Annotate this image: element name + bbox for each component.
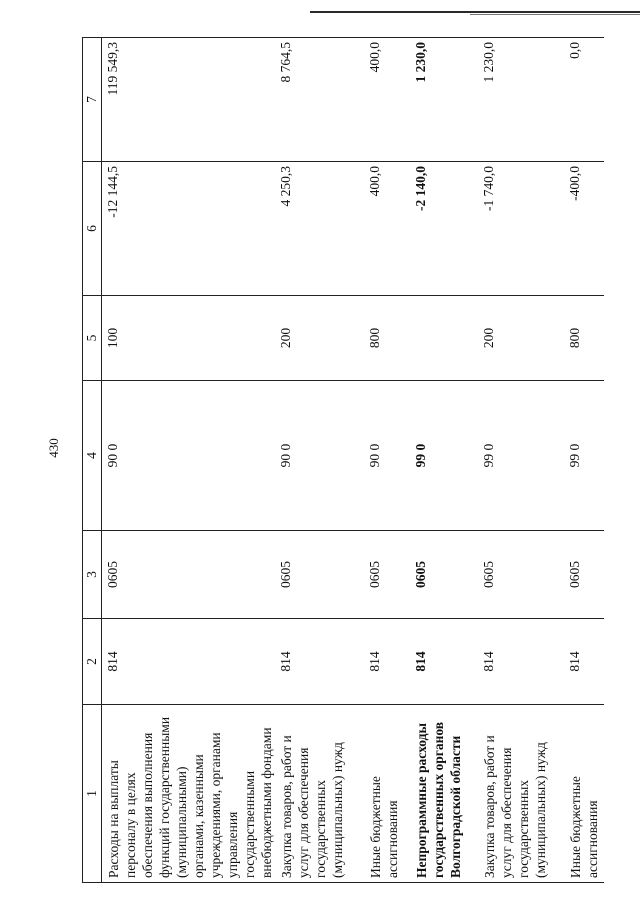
row-name: Закупка товаров, работ и услуг для обеспечения государственных (муниципальных) нужд (275, 705, 364, 883)
row-total-amount: 1 230,0 (478, 38, 564, 162)
row-section-code: 0605 (564, 531, 604, 619)
row-ministry-code: 814 (275, 619, 364, 705)
header-col-3: 3 (83, 531, 102, 619)
row-ministry-code: 814 (364, 619, 410, 705)
table-row (478, 38, 564, 883)
row-expense-type: 200 (275, 296, 364, 381)
row-expense-type: 100 (102, 296, 276, 381)
row-section-code: 0605 (275, 531, 364, 619)
row-total-amount: 0,0 (564, 38, 604, 162)
row-total-amount: 1 230,0 (410, 38, 478, 162)
row-expense-type: 200 (478, 296, 564, 381)
table-row (275, 38, 364, 883)
header-col-6: 6 (83, 162, 102, 296)
row-ministry-code: 814 (102, 619, 276, 705)
row-expense-type: 800 (364, 296, 410, 381)
row-name: Непрограммные расходы государственных органов Волгоградской области (410, 705, 478, 883)
page-number: 430 (46, 438, 61, 458)
budget-table (82, 37, 604, 883)
header-col-5: 5 (83, 296, 102, 381)
row-change-amount: -1 740,0 (478, 162, 564, 296)
row-name: Закупка товаров, работ и услуг для обеспечения государственных (муниципальных) нужд (478, 705, 564, 883)
header-col-1: 1 (83, 705, 102, 883)
row-total-amount: 8 764,5 (275, 38, 364, 162)
row-expense-type (410, 296, 478, 381)
row-ministry-code: 814 (410, 619, 478, 705)
row-change-amount: -400,0 (564, 162, 604, 296)
row-program-code: 90 0 (364, 381, 410, 531)
row-total-amount: 119 549,3 (102, 38, 276, 162)
row-change-amount: -2 140,0 (410, 162, 478, 296)
table-row (364, 38, 410, 883)
row-change-amount: 400,0 (364, 162, 410, 296)
row-name: Иные бюджетные ассигнования (364, 705, 410, 883)
header-col-4: 4 (83, 381, 102, 531)
row-change-amount: -12 144,5 (102, 162, 276, 296)
row-program-code: 99 0 (410, 381, 478, 531)
row-program-code: 90 0 (102, 381, 276, 531)
row-expense-type: 800 (564, 296, 604, 381)
row-name: Иные бюджетные ассигнования (564, 705, 604, 883)
row-program-code: 99 0 (564, 381, 604, 531)
table-row (102, 38, 276, 883)
row-name: Расходы на выплаты персоналу в целях обеспечения выполнения функций государственными (муниципальными) органами, казенными учреждениями, органами управления государственными внебюджетными фондами (102, 705, 276, 883)
row-section-code: 0605 (478, 531, 564, 619)
row-program-code: 99 0 (478, 381, 564, 531)
row-ministry-code: 814 (564, 619, 604, 705)
table-row (564, 38, 604, 883)
row-ministry-code: 814 (478, 619, 564, 705)
row-change-amount: 4 250,3 (275, 162, 364, 296)
table-row (410, 38, 478, 883)
row-program-code: 90 0 (275, 381, 364, 531)
row-total-amount: 400,0 (364, 38, 410, 162)
row-section-code: 0605 (102, 531, 276, 619)
header-col-7: 7 (83, 38, 102, 162)
table-header-row (83, 38, 102, 883)
row-section-code: 0605 (410, 531, 478, 619)
row-section-code: 0605 (364, 531, 410, 619)
header-col-2: 2 (83, 619, 102, 705)
